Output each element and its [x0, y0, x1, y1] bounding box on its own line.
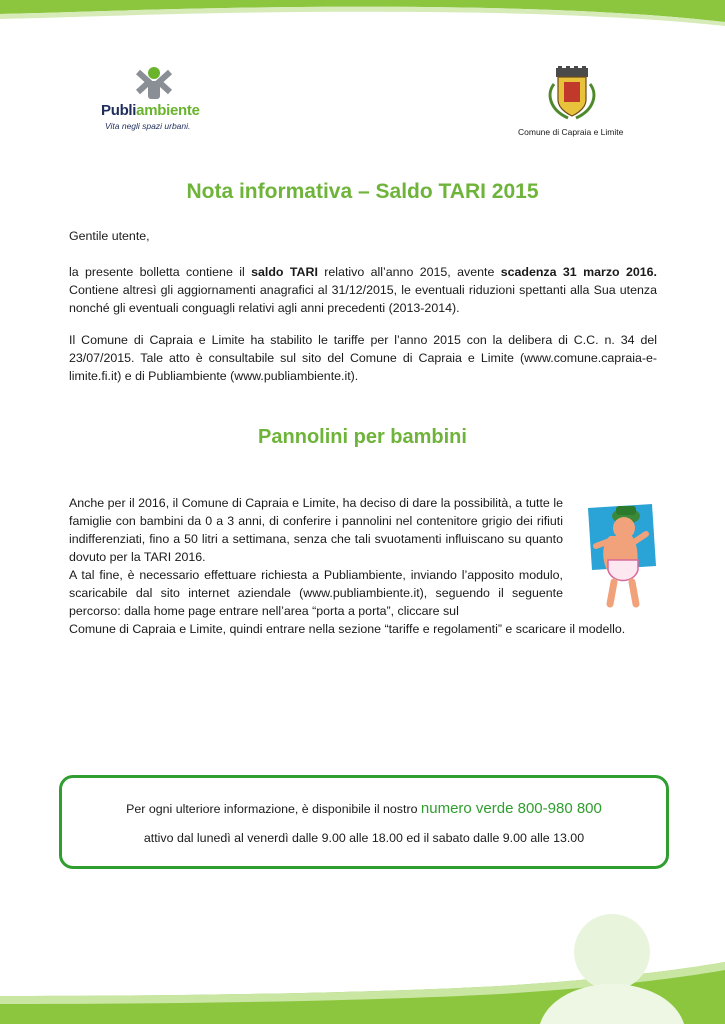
paragraph-pannolini: Anche per il 2016, il Comune di Capraia e Limite, ha deciso di dare la possibilità, a tutte le famiglie con bambini da 0 a 3 anni, di conferire i pannolini nel contenitore grigio dei rifiuti indifferenziati, fino a 50 litri a settimana, senza che tali svuotamenti influiscano su quanto dovuto per la TARI 2016.: [69, 496, 563, 564]
publiambiente-wordmark: Publiambiente: [101, 102, 200, 119]
paragraph-saldo-tari: la presente bolletta contiene il saldo TARI relativo all’anno 2015, avente scadenza 31 marzo 2016. Contiene altresì gli aggiornamenti anagrafici al 31/12/2015, le eventuali riduzioni spettanti alla Sua utenza nonché gli eventuali conguagli relativi agli anni precedenti (2013-2014).: [69, 265, 657, 315]
info-box-line1: Per ogni ulteriore informazione, è disponibile il nostro numero verde 800-980 800: [126, 800, 602, 817]
greeting: Gentile utente,: [69, 229, 150, 243]
numero-verde: numero verde 800-980 800: [420, 800, 602, 817]
baby-diaper-icon: [582, 500, 660, 612]
comune-crest-icon: [540, 64, 604, 124]
paragraph-tariffe: Il Comune di Capraia e Limite ha stabilito le tariffe per l’anno 2015 con la delibera di C.C. n. 34 del 23/07/2015. Tale atto è consultabile sul sito del Comune di Capraia e Limite (www.comune.capraia-e-limite.fi.it) e di Publiambiente (www.publiambiente.it).: [69, 333, 657, 383]
info-box-line2: attivo dal lunedì al venerdì dalle 9.00 alle 18.00 ed il sabato dalle 9.00 alle 13.00: [143, 831, 585, 845]
paragraph-richiesta: A tal fine, è necessario effettuare richiesta a Publiambiente, inviando l’apposito modulo, scaricabile dal sito internet aziendale (www.publiambiente.it), seguendo il seguente percorso: dalla home page entrare nell’area “porta a porta”, cliccare sul: [69, 568, 563, 618]
top-decorative-band: [0, 0, 725, 40]
publiambiente-tagline: Vita negli spazi urbani.: [105, 121, 191, 131]
bottom-decorative-band: [0, 900, 725, 1024]
comune-label: Comune di Capraia e Limite: [518, 127, 624, 137]
section-title-tari: Nota informativa – Saldo TARI 2015: [186, 180, 539, 203]
info-box: [59, 775, 669, 869]
section-title-pannolini: Pannolini per bambini: [258, 426, 467, 448]
paragraph-richiesta-cont: Comune di Capraia e Limite, quindi entrare nella sezione “tariffe e regolamenti” e scaricare il modello.: [69, 622, 626, 636]
